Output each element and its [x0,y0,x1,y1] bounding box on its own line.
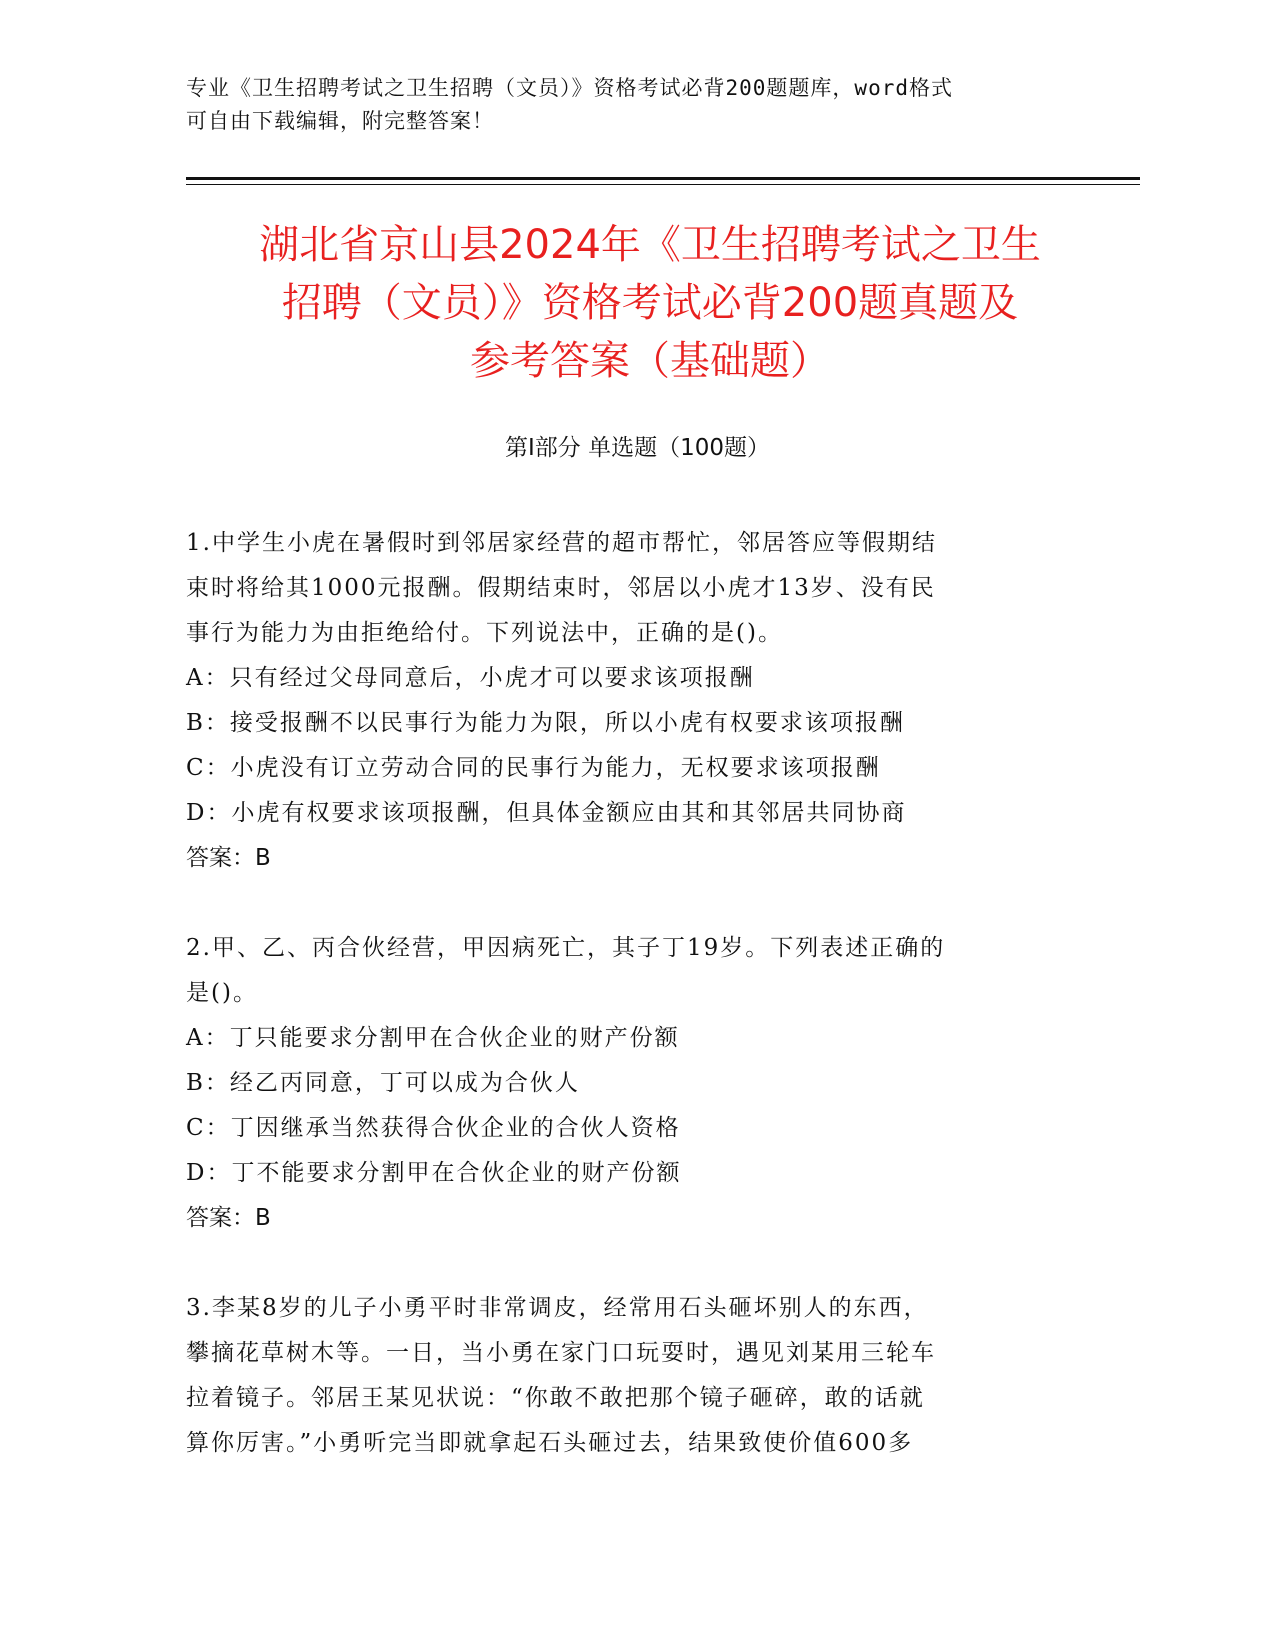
option-a: A：只有经过父母同意后，小虎才可以要求该项报酬 [186,665,755,691]
section-title: 第Ⅰ部分 单选题（100题） [505,435,770,461]
header-divider-thick [186,177,1140,180]
stem-line: 攀摘花草树木等。一日，当小勇在家门口玩耍时，遇见刘某用三轮车 [186,1340,936,1366]
stem-line: 束时将给其1000元报酬。假期结束时，邻居以小虎才13岁、没有民 [186,575,936,601]
stem-line: 是()。 [186,980,258,1006]
stem-line: 拉着镜子。邻居王某见状说：“你敢不敢把那个镜子砸碎，敢的话就 [186,1385,925,1411]
option-b: B：经乙丙同意，丁可以成为合伙人 [186,1070,580,1096]
question-item [186,926,1086,1241]
option-d: D：丁不能要求分割甲在合伙企业的财产份额 [186,1160,682,1186]
stem-line: 事行为能力为由拒绝给付。下列说法中，正确的是()。 [186,620,783,646]
option-c: C：小虎没有订立劳动合同的民事行为能力，无权要求该项报酬 [186,755,881,781]
header-note-line: 专业《卫生招聘考试之卫生招聘（文员）》资格考试必背200题题库，word格式 [186,76,953,100]
stem-line: 2.甲、乙、丙合伙经营，甲因病死亡，其子丁19岁。下列表述正确的 [186,935,946,961]
title-line: 湖北省京山县2024年《卫生招聘考试之卫生 [259,222,1041,268]
stem-line: 1.中学生小虎在暑假时到邻居家经营的超市帮忙，邻居答应等假期结 [186,530,937,556]
answer-line: 答案：B [186,1205,271,1231]
header-note-line: 可自由下载编辑，附完整答案！ [186,109,494,133]
document-title [150,216,1150,390]
question-item [186,1286,1086,1466]
question-stem [186,521,1086,656]
question-item [186,521,1086,881]
question-list [186,521,1086,1511]
question-stem [186,1286,1086,1466]
title-line: 参考答案（基础题） [470,338,830,384]
header-divider-thin [186,184,1140,185]
stem-line: 3.李某8岁的儿子小勇平时非常调皮，经常用石头砸坏别人的东西， [186,1295,929,1321]
answer-line: 答案：B [186,845,271,871]
option-a: A：丁只能要求分割甲在合伙企业的财产份额 [186,1025,680,1051]
option-d: D：小虎有权要求该项报酬，但具体金额应由其和其邻居共同协商 [186,800,907,826]
option-b: B：接受报酬不以民事行为能力为限，所以小虎有权要求该项报酬 [186,710,905,736]
question-stem [186,926,1086,1016]
header-note [186,72,1086,138]
option-c: C：丁因继承当然获得合伙企业的合伙人资格 [186,1115,681,1141]
title-line: 招聘（文员）》资格考试必背200题真题及 [281,280,1019,326]
stem-line: 算你厉害。”小勇听完当即就拿起石头砸过去，结果致使价值600多 [186,1430,914,1456]
